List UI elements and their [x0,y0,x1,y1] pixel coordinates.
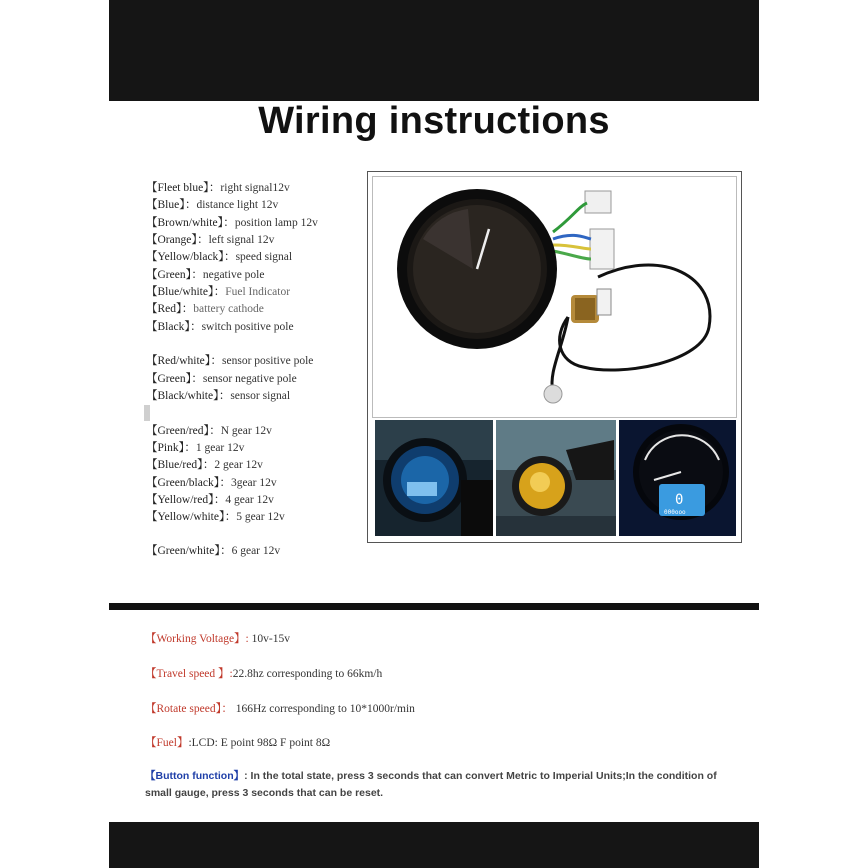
wiring-item [146,388,290,405]
wire-color: 【Blue】： [146,199,197,211]
product-photo-frame [367,171,742,543]
wire-function: 6 gear 12v [231,545,281,557]
gauge-product-photo [372,176,737,418]
spec-value: :LCD: E point 98Ω F point 8Ω [188,737,331,749]
wire-function: speed signal [235,251,293,263]
wiring-item [146,371,297,388]
wire-function: 1 gear 12v [195,442,245,454]
wire-function: N gear 12v [220,425,272,437]
wire-function: sensor signal [230,390,291,402]
example-photos [375,420,736,536]
wire-color: 【Yellow/white】： [146,511,237,523]
wiring-item [146,284,290,301]
button-function-label: 【Button function】 [145,770,245,782]
wire-color: 【Black】： [146,321,202,333]
wire-function: switch positive pole [201,321,294,333]
wire-color: 【Green】： [146,269,203,281]
wire-color: 【Green】： [146,373,203,385]
spec-label: 【Working Voltage】: [145,633,249,645]
wiring-item [146,457,263,474]
spec-label: 【Travel speed 】: [145,668,233,680]
wire-function: left signal 12v [208,234,275,246]
wiring-item [146,267,264,284]
spec-value: 22.8hz corresponding to 66km/h [232,668,383,680]
wire-function: negative pole [202,269,265,281]
wiring-item [146,475,277,492]
wiring-item [146,543,280,560]
photo-headlamp [496,420,616,536]
spec-rotate-speed [145,700,415,716]
button-function [145,768,735,802]
wiring-item [146,215,318,232]
wire-color: 【Red/white】： [146,355,223,367]
wiring-item [146,509,285,526]
top-black-bar [109,0,759,101]
spec-fuel [145,734,330,750]
wire-function: 2 gear 12v [214,459,263,471]
wire-function: sensor negative pole [202,373,297,385]
wire-function: sensor positive pole [222,355,314,367]
wire-color: 【Brown/white】： [146,217,235,229]
spec-label: 【Rotate speed】： [145,703,233,715]
wire-function: Fuel Indicator [225,286,291,298]
wiring-item [146,301,264,318]
page-title: Wiring instructions [258,100,610,142]
text-cursor-mark [144,405,150,421]
wire-function: 3gear 12v [230,477,277,489]
wire-color: 【Red】： [146,303,194,315]
wire-color: 【Green/red】： [146,425,221,437]
spec-working-voltage [145,630,290,646]
bottom-black-bar [109,822,759,868]
wiring-item [146,232,274,249]
wiring-item [146,319,294,336]
spec-value: 166Hz corresponding to 10*1000r/min [235,703,415,715]
wiring-item [146,353,313,370]
wire-function: 4 gear 12v [225,494,274,506]
section-divider [109,603,759,610]
wire-color: 【Orange】： [146,234,209,246]
wiring-item [146,423,272,440]
wire-color: 【Pink】： [146,442,196,454]
wire-color: 【Fleet blue】： [146,182,221,194]
wire-function: distance light 12v [196,199,279,211]
wire-color: 【Blue/white】： [146,286,226,298]
wiring-item [146,492,274,509]
wire-color: 【Yellow/red】： [146,494,226,506]
wire-color: 【Yellow/black】： [146,251,236,263]
wire-function: battery cathode [193,303,264,315]
wire-color: 【Green/black】： [146,477,231,489]
wire-color: 【Blue/red】： [146,459,215,471]
wiring-item [146,180,290,197]
wiring-item [146,249,292,266]
wiring-item [146,440,244,457]
photo-installed-gauge [375,420,493,536]
spec-value: 10v-15v [251,633,290,645]
photo-gauge-closeup [619,420,736,536]
spec-label: 【Fuel】 [145,737,189,749]
spec-travel-speed [145,665,382,681]
lcd-reading: 000ooo [664,509,686,516]
wire-color: 【Green/white】： [146,545,232,557]
lcd-gear-digit: 0 [675,492,684,508]
wire-function: 5 gear 12v [236,511,285,523]
wire-function: right signal12v [220,182,290,194]
wire-function: position lamp 12v [234,217,318,229]
button-function-text: : In the total state, press 3 seconds that can convert Metric to Imperial Units;In the condition of small gauge, press 3 seconds that can be reset. [145,770,717,799]
wire-color: 【Black/white】： [146,390,231,402]
wiring-item [146,197,278,214]
